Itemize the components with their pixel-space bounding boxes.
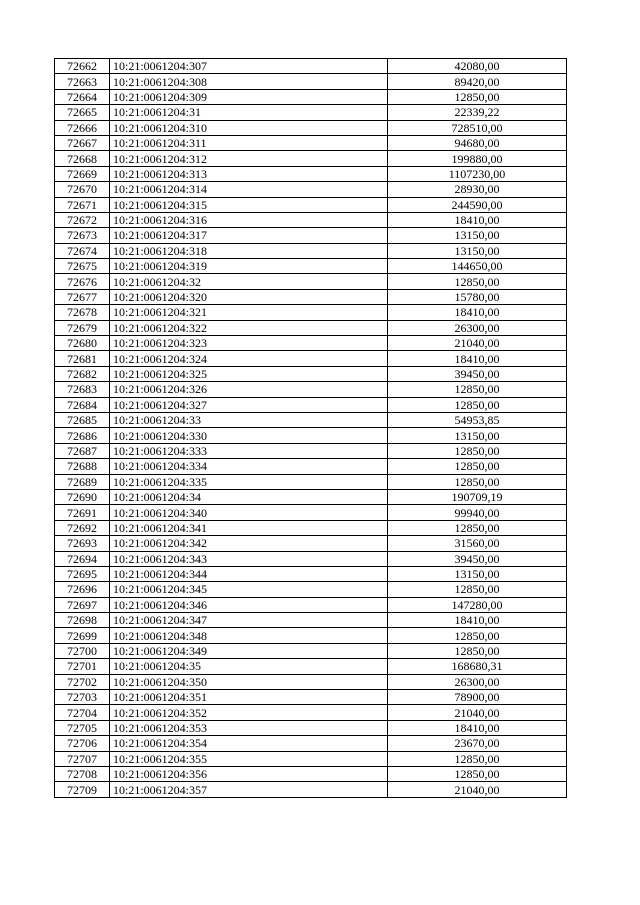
table-row [55, 505, 567, 520]
cadastral-number-cell: 10:21:0061204:354 [110, 736, 388, 751]
table-row [55, 274, 567, 289]
cadastral-value-cell: 12850,00 [388, 520, 567, 535]
row-number-cell: 72668 [55, 151, 110, 166]
row-number-cell: 72683 [55, 382, 110, 397]
table-row [55, 228, 567, 243]
cadastral-value-cell: 39450,00 [388, 551, 567, 566]
cadastral-number-cell: 10:21:0061204:315 [110, 197, 388, 212]
row-number-cell: 72664 [55, 89, 110, 104]
cadastral-value-cell: 13150,00 [388, 243, 567, 258]
row-number-cell: 72674 [55, 243, 110, 258]
cadastral-value-cell: 168680,31 [388, 659, 567, 674]
table-row [55, 628, 567, 643]
cadastral-number-cell: 10:21:0061204:317 [110, 228, 388, 243]
row-number-cell: 72701 [55, 659, 110, 674]
row-number-cell: 72707 [55, 751, 110, 766]
cadastral-number-cell: 10:21:0061204:335 [110, 474, 388, 489]
table-row [55, 643, 567, 658]
row-number-cell: 72686 [55, 428, 110, 443]
cadastral-number-cell: 10:21:0061204:307 [110, 59, 388, 74]
row-number-cell: 72693 [55, 536, 110, 551]
table-row [55, 566, 567, 581]
cadastral-value-cell: 244590,00 [388, 197, 567, 212]
cadastral-number-cell: 10:21:0061204:35 [110, 659, 388, 674]
cadastral-number-cell: 10:21:0061204:356 [110, 766, 388, 781]
cadastral-number-cell: 10:21:0061204:353 [110, 720, 388, 735]
cadastral-number-cell: 10:21:0061204:349 [110, 643, 388, 658]
row-number-cell: 72706 [55, 736, 110, 751]
cadastral-value-cell: 22339,22 [388, 105, 567, 120]
table-row [55, 182, 567, 197]
cadastral-value-cell: 54953,85 [388, 412, 567, 427]
table-row [55, 659, 567, 674]
cadastral-value-cell: 89420,00 [388, 74, 567, 89]
cadastral-value-cell: 21040,00 [388, 336, 567, 351]
cadastral-number-cell: 10:21:0061204:32 [110, 274, 388, 289]
cadastral-number-cell: 10:21:0061204:326 [110, 382, 388, 397]
cadastral-number-cell: 10:21:0061204:33 [110, 412, 388, 427]
cadastral-value-cell: 99940,00 [388, 505, 567, 520]
cadastral-value-cell: 18410,00 [388, 305, 567, 320]
row-number-cell: 72695 [55, 566, 110, 581]
table-row [55, 551, 567, 566]
cadastral-value-cell: 12850,00 [388, 474, 567, 489]
row-number-cell: 72684 [55, 397, 110, 412]
row-number-cell: 72696 [55, 582, 110, 597]
cadastral-value-cell: 26300,00 [388, 674, 567, 689]
row-number-cell: 72703 [55, 690, 110, 705]
row-number-cell: 72689 [55, 474, 110, 489]
cadastral-number-cell: 10:21:0061204:319 [110, 259, 388, 274]
cadastral-number-cell: 10:21:0061204:313 [110, 166, 388, 181]
cadastral-value-cell: 26300,00 [388, 320, 567, 335]
cadastral-number-cell: 10:21:0061204:348 [110, 628, 388, 643]
cadastral-number-cell: 10:21:0061204:327 [110, 397, 388, 412]
cadastral-number-cell: 10:21:0061204:322 [110, 320, 388, 335]
cadastral-number-cell: 10:21:0061204:323 [110, 336, 388, 351]
cadastral-number-cell: 10:21:0061204:308 [110, 74, 388, 89]
row-number-cell: 72698 [55, 613, 110, 628]
row-number-cell: 72692 [55, 520, 110, 535]
row-number-cell: 72679 [55, 320, 110, 335]
table-row [55, 397, 567, 412]
cadastral-number-cell: 10:21:0061204:351 [110, 690, 388, 705]
cadastral-value-cell: 12850,00 [388, 397, 567, 412]
cadastral-value-cell: 199880,00 [388, 151, 567, 166]
cadastral-number-cell: 10:21:0061204:309 [110, 89, 388, 104]
cadastral-value-cell: 12850,00 [388, 382, 567, 397]
row-number-cell: 72677 [55, 289, 110, 304]
row-number-cell: 72670 [55, 182, 110, 197]
cadastral-number-cell: 10:21:0061204:344 [110, 566, 388, 581]
table-row [55, 597, 567, 612]
cadastral-value-cell: 12850,00 [388, 443, 567, 458]
row-number-cell: 72691 [55, 505, 110, 520]
row-number-cell: 72704 [55, 705, 110, 720]
cadastral-value-cell: 190709,19 [388, 489, 567, 504]
cadastral-value-cell: 18410,00 [388, 613, 567, 628]
row-number-cell: 72685 [55, 412, 110, 427]
row-number-cell: 72709 [55, 782, 110, 797]
cadastral-value-cell: 94680,00 [388, 135, 567, 150]
row-number-cell: 72678 [55, 305, 110, 320]
table-row [55, 105, 567, 120]
table-row [55, 74, 567, 89]
row-number-cell: 72694 [55, 551, 110, 566]
cadastral-value-cell: 12850,00 [388, 766, 567, 781]
table-row [55, 705, 567, 720]
row-number-cell: 72666 [55, 120, 110, 135]
cadastral-value-cell: 12850,00 [388, 628, 567, 643]
table-row [55, 212, 567, 227]
table-row [55, 336, 567, 351]
table-row [55, 243, 567, 258]
row-number-cell: 72676 [55, 274, 110, 289]
cadastral-number-cell: 10:21:0061204:318 [110, 243, 388, 258]
table-row [55, 59, 567, 74]
table-body [55, 59, 567, 798]
table-row [55, 782, 567, 797]
cadastral-number-cell: 10:21:0061204:343 [110, 551, 388, 566]
cadastral-value-cell: 1107230,00 [388, 166, 567, 181]
table-row [55, 382, 567, 397]
table-row [55, 489, 567, 504]
row-number-cell: 72705 [55, 720, 110, 735]
cadastral-value-cell: 39450,00 [388, 366, 567, 381]
table-row [55, 674, 567, 689]
table-row [55, 459, 567, 474]
table-row [55, 536, 567, 551]
cadastral-value-cell: 18410,00 [388, 351, 567, 366]
row-number-cell: 72687 [55, 443, 110, 458]
cadastral-value-cell: 13150,00 [388, 566, 567, 581]
row-number-cell: 72671 [55, 197, 110, 212]
cadastral-number-cell: 10:21:0061204:325 [110, 366, 388, 381]
table-row [55, 151, 567, 166]
row-number-cell: 72680 [55, 336, 110, 351]
cadastral-value-cell: 15780,00 [388, 289, 567, 304]
cadastral-number-cell: 10:21:0061204:321 [110, 305, 388, 320]
cadastral-number-cell: 10:21:0061204:357 [110, 782, 388, 797]
cadastral-value-cell: 21040,00 [388, 782, 567, 797]
cadastral-number-cell: 10:21:0061204:314 [110, 182, 388, 197]
table-row [55, 736, 567, 751]
cadastral-number-cell: 10:21:0061204:347 [110, 613, 388, 628]
cadastral-number-cell: 10:21:0061204:340 [110, 505, 388, 520]
row-number-cell: 72669 [55, 166, 110, 181]
cadastral-number-cell: 10:21:0061204:334 [110, 459, 388, 474]
row-number-cell: 72697 [55, 597, 110, 612]
table-row [55, 520, 567, 535]
cadastral-number-cell: 10:21:0061204:330 [110, 428, 388, 443]
row-number-cell: 72672 [55, 212, 110, 227]
row-number-cell: 72688 [55, 459, 110, 474]
row-number-cell: 72690 [55, 489, 110, 504]
table-row [55, 412, 567, 427]
cadastral-number-cell: 10:21:0061204:352 [110, 705, 388, 720]
cadastral-number-cell: 10:21:0061204:355 [110, 751, 388, 766]
cadastral-number-cell: 10:21:0061204:324 [110, 351, 388, 366]
cadastral-number-cell: 10:21:0061204:346 [110, 597, 388, 612]
cadastral-value-cell: 23670,00 [388, 736, 567, 751]
table-row [55, 305, 567, 320]
cadastral-value-cell: 144650,00 [388, 259, 567, 274]
row-number-cell: 72665 [55, 105, 110, 120]
cadastral-number-cell: 10:21:0061204:333 [110, 443, 388, 458]
table-row [55, 443, 567, 458]
table-row [55, 428, 567, 443]
table-row [55, 135, 567, 150]
cadastral-value-cell: 78900,00 [388, 690, 567, 705]
table-row [55, 613, 567, 628]
table-row [55, 751, 567, 766]
cadastral-value-cell: 12850,00 [388, 274, 567, 289]
cadastral-value-cell: 28930,00 [388, 182, 567, 197]
table-row [55, 474, 567, 489]
cadastral-value-cell: 12850,00 [388, 643, 567, 658]
cadastral-number-cell: 10:21:0061204:312 [110, 151, 388, 166]
table-row [55, 197, 567, 212]
cadastral-number-cell: 10:21:0061204:31 [110, 105, 388, 120]
cadastral-value-cell: 31560,00 [388, 536, 567, 551]
cadastral-value-cell: 13150,00 [388, 428, 567, 443]
cadastral-value-cell: 18410,00 [388, 212, 567, 227]
cadastral-number-cell: 10:21:0061204:34 [110, 489, 388, 504]
table-row [55, 89, 567, 104]
cadastral-value-cell: 12850,00 [388, 582, 567, 597]
table-row [55, 766, 567, 781]
cadastral-number-cell: 10:21:0061204:342 [110, 536, 388, 551]
cadastral-value-cell: 12850,00 [388, 89, 567, 104]
cadastral-number-cell: 10:21:0061204:350 [110, 674, 388, 689]
table-row [55, 366, 567, 381]
cadastral-value-cell: 12850,00 [388, 459, 567, 474]
cadastral-number-cell: 10:21:0061204:310 [110, 120, 388, 135]
cadastral-number-cell: 10:21:0061204:320 [110, 289, 388, 304]
row-number-cell: 72700 [55, 643, 110, 658]
table-row [55, 166, 567, 181]
cadastral-value-cell: 147280,00 [388, 597, 567, 612]
table-row [55, 120, 567, 135]
row-number-cell: 72682 [55, 366, 110, 381]
cadastral-value-cell: 13150,00 [388, 228, 567, 243]
row-number-cell: 72702 [55, 674, 110, 689]
table-row [55, 582, 567, 597]
table-row [55, 351, 567, 366]
cadastral-value-cell: 12850,00 [388, 751, 567, 766]
cadastral-number-cell: 10:21:0061204:311 [110, 135, 388, 150]
cadastral-number-cell: 10:21:0061204:341 [110, 520, 388, 535]
row-number-cell: 72708 [55, 766, 110, 781]
row-number-cell: 72663 [55, 74, 110, 89]
row-number-cell: 72667 [55, 135, 110, 150]
cadastral-value-cell: 21040,00 [388, 705, 567, 720]
cadastral-value-cell: 728510,00 [388, 120, 567, 135]
cadastral-number-cell: 10:21:0061204:345 [110, 582, 388, 597]
row-number-cell: 72699 [55, 628, 110, 643]
cadastral-value-cell: 18410,00 [388, 720, 567, 735]
row-number-cell: 72681 [55, 351, 110, 366]
cadastral-value-cell: 42080,00 [388, 59, 567, 74]
table-row [55, 720, 567, 735]
row-number-cell: 72675 [55, 259, 110, 274]
table-row [55, 289, 567, 304]
row-number-cell: 72673 [55, 228, 110, 243]
table-row [55, 690, 567, 705]
cadastral-value-table [54, 58, 567, 798]
table-row [55, 320, 567, 335]
row-number-cell: 72662 [55, 59, 110, 74]
table-row [55, 259, 567, 274]
cadastral-number-cell: 10:21:0061204:316 [110, 212, 388, 227]
